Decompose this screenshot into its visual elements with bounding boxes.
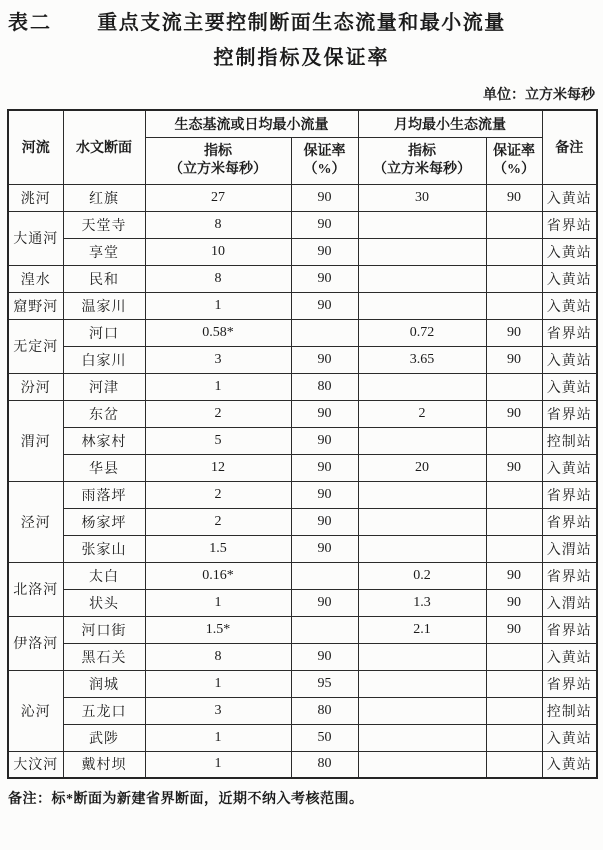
- table-row: [8, 562, 597, 589]
- col-header-base-rate: [291, 137, 358, 184]
- remark-cell: 入黄站: [542, 724, 597, 751]
- remark-cell: 省界站: [542, 481, 597, 508]
- base-rate-cell: 80: [291, 697, 358, 724]
- remark-cell: 省界站: [542, 670, 597, 697]
- rate-unit-label: （%）: [493, 161, 535, 177]
- col-header-river: 河流: [8, 110, 63, 184]
- base-flow-cell: 8: [145, 211, 291, 238]
- indicator-unit-label: （立方米每秒）: [169, 161, 267, 177]
- section-cell: 雨落坪: [63, 481, 145, 508]
- base-flow-cell: 3: [145, 346, 291, 373]
- remark-cell: 入黄站: [542, 292, 597, 319]
- monthly-flow-cell: [358, 697, 486, 724]
- section-cell: 民和: [63, 265, 145, 292]
- monthly-flow-cell: [358, 724, 486, 751]
- section-cell: 林家村: [63, 427, 145, 454]
- base-rate-cell: [291, 616, 358, 643]
- base-rate-cell: [291, 319, 358, 346]
- section-cell: 天堂寺: [63, 211, 145, 238]
- remark-cell: 入渭站: [542, 589, 597, 616]
- base-flow-cell: 1: [145, 292, 291, 319]
- base-rate-cell: 90: [291, 184, 358, 211]
- monthly-rate-cell: [486, 508, 542, 535]
- monthly-rate-cell: [486, 724, 542, 751]
- table-row: [8, 616, 597, 643]
- remark-cell: 入渭站: [542, 535, 597, 562]
- remark-cell: 省界站: [542, 562, 597, 589]
- base-flow-cell: 1: [145, 751, 291, 778]
- remark-cell: 入黄站: [542, 643, 597, 670]
- base-flow-cell: 8: [145, 265, 291, 292]
- remark-cell: 控制站: [542, 427, 597, 454]
- section-cell: 张家山: [63, 535, 145, 562]
- page-title: 重点支流主要控制断面生态流量和最小流量: [97, 12, 506, 34]
- col-header-base-indicator: [145, 137, 291, 184]
- section-cell: 状头: [63, 589, 145, 616]
- section-cell: 河口街: [63, 616, 145, 643]
- base-rate-cell: 90: [291, 400, 358, 427]
- monthly-rate-cell: [486, 427, 542, 454]
- monthly-rate-cell: [486, 373, 542, 400]
- table-row: [8, 697, 597, 724]
- indicator-label: 指标: [408, 144, 436, 159]
- monthly-rate-cell: 90: [486, 454, 542, 481]
- table-body: [8, 184, 597, 778]
- monthly-rate-cell: [486, 697, 542, 724]
- base-rate-cell: 90: [291, 265, 358, 292]
- table-row: [8, 751, 597, 778]
- monthly-rate-cell: 90: [486, 319, 542, 346]
- monthly-flow-cell: [358, 535, 486, 562]
- base-rate-cell: 90: [291, 454, 358, 481]
- monthly-rate-cell: [486, 211, 542, 238]
- monthly-rate-cell: [486, 643, 542, 670]
- monthly-flow-cell: [358, 751, 486, 778]
- monthly-flow-cell: [358, 373, 486, 400]
- base-flow-cell: 1.5*: [145, 616, 291, 643]
- monthly-rate-cell: [486, 481, 542, 508]
- base-flow-cell: 27: [145, 184, 291, 211]
- base-rate-cell: 90: [291, 535, 358, 562]
- base-flow-cell: 1: [145, 670, 291, 697]
- section-cell: 河口: [63, 319, 145, 346]
- monthly-flow-cell: [358, 670, 486, 697]
- section-cell: 润城: [63, 670, 145, 697]
- table-number: 表二: [8, 12, 52, 34]
- base-rate-cell: 90: [291, 211, 358, 238]
- remark-cell: 入黄站: [542, 238, 597, 265]
- monthly-rate-cell: 90: [486, 184, 542, 211]
- col-group-base-flow: 生态基流或日均最小流量: [145, 110, 358, 137]
- base-flow-cell: 1.5: [145, 535, 291, 562]
- river-cell: 泾河: [8, 481, 63, 562]
- section-cell: 戴村坝: [63, 751, 145, 778]
- table-row: [8, 292, 597, 319]
- monthly-rate-cell: 90: [486, 589, 542, 616]
- base-rate-cell: 90: [291, 292, 358, 319]
- monthly-flow-cell: 20: [358, 454, 486, 481]
- section-cell: 红旗: [63, 184, 145, 211]
- remark-cell: 入黄站: [542, 346, 597, 373]
- base-rate-cell: 90: [291, 643, 358, 670]
- table-row: [8, 427, 597, 454]
- base-rate-cell: 90: [291, 346, 358, 373]
- monthly-rate-cell: 90: [486, 346, 542, 373]
- table-row: [8, 724, 597, 751]
- river-cell: 伊洛河: [8, 616, 63, 670]
- section-cell: 太白: [63, 562, 145, 589]
- section-cell: 杨家坪: [63, 508, 145, 535]
- title-row: [7, 9, 596, 37]
- river-cell: 湟水: [8, 265, 63, 292]
- base-rate-cell: 90: [291, 589, 358, 616]
- base-flow-cell: 8: [145, 643, 291, 670]
- monthly-flow-cell: 1.3: [358, 589, 486, 616]
- table-row: [8, 238, 597, 265]
- remark-cell: 入黄站: [542, 454, 597, 481]
- footnote: 备注：标*断面为新建省界断面，近期不纳入考核范围。: [8, 792, 364, 807]
- base-flow-cell: 1: [145, 724, 291, 751]
- river-cell: 大通河: [8, 211, 63, 265]
- monthly-rate-cell: 90: [486, 562, 542, 589]
- remark-cell: 控制站: [542, 697, 597, 724]
- table-row: [8, 670, 597, 697]
- page-title-line2: 控制指标及保证率: [213, 47, 390, 69]
- base-rate-cell: 90: [291, 508, 358, 535]
- base-rate-cell: 90: [291, 481, 358, 508]
- monthly-rate-cell: [486, 238, 542, 265]
- section-cell: 五龙口: [63, 697, 145, 724]
- base-flow-cell: 5: [145, 427, 291, 454]
- base-flow-cell: 10: [145, 238, 291, 265]
- rate-label: 保证率: [303, 144, 346, 159]
- monthly-flow-cell: [358, 427, 486, 454]
- col-header-monthly-rate: [486, 137, 542, 184]
- monthly-flow-cell: 30: [358, 184, 486, 211]
- monthly-rate-cell: [486, 292, 542, 319]
- base-flow-cell: 2: [145, 508, 291, 535]
- remark-cell: 省界站: [542, 616, 597, 643]
- base-rate-cell: 90: [291, 427, 358, 454]
- remark-cell: 入黄站: [542, 184, 597, 211]
- remark-cell: 入黄站: [542, 373, 597, 400]
- remark-cell: 入黄站: [542, 265, 597, 292]
- table-row: [8, 643, 597, 670]
- table-row: [8, 481, 597, 508]
- monthly-flow-cell: [358, 211, 486, 238]
- base-rate-cell: 80: [291, 373, 358, 400]
- base-rate-cell: 90: [291, 238, 358, 265]
- indicator-label: 指标: [204, 144, 232, 159]
- remark-cell: 入黄站: [542, 751, 597, 778]
- monthly-rate-cell: 90: [486, 400, 542, 427]
- river-cell: 沁河: [8, 670, 63, 751]
- table-row: [8, 508, 597, 535]
- monthly-rate-cell: 90: [486, 616, 542, 643]
- base-flow-cell: 0.58*: [145, 319, 291, 346]
- river-cell: 北洛河: [8, 562, 63, 616]
- monthly-flow-cell: [358, 265, 486, 292]
- monthly-flow-cell: 3.65: [358, 346, 486, 373]
- col-group-monthly-flow: 月均最小生态流量: [358, 110, 542, 137]
- base-flow-cell: 2: [145, 400, 291, 427]
- base-flow-cell: 1: [145, 373, 291, 400]
- base-rate-cell: 80: [291, 751, 358, 778]
- table-header: [8, 110, 597, 184]
- monthly-rate-cell: [486, 265, 542, 292]
- monthly-rate-cell: [486, 670, 542, 697]
- monthly-flow-cell: [358, 508, 486, 535]
- table-row: [8, 589, 597, 616]
- col-header-section: 水文断面: [63, 110, 145, 184]
- section-cell: 享堂: [63, 238, 145, 265]
- indicator-unit-label: （立方米每秒）: [373, 161, 471, 177]
- base-flow-cell: 3: [145, 697, 291, 724]
- section-cell: 温家川: [63, 292, 145, 319]
- river-cell: 洮河: [8, 184, 63, 211]
- unit-note: 单位：立方米每秒: [483, 88, 595, 103]
- base-rate-cell: 95: [291, 670, 358, 697]
- river-cell: 窟野河: [8, 292, 63, 319]
- table-row: [8, 373, 597, 400]
- flow-control-table: [7, 109, 598, 779]
- table-row: [8, 184, 597, 211]
- table-row: [8, 535, 597, 562]
- section-cell: 武陟: [63, 724, 145, 751]
- monthly-flow-cell: 0.72: [358, 319, 486, 346]
- table-row: [8, 346, 597, 373]
- section-cell: 华县: [63, 454, 145, 481]
- base-rate-cell: [291, 562, 358, 589]
- base-flow-cell: 2: [145, 481, 291, 508]
- rate-unit-label: （%）: [303, 161, 346, 177]
- section-cell: 白家川: [63, 346, 145, 373]
- monthly-flow-cell: 2.1: [358, 616, 486, 643]
- river-cell: 大汶河: [8, 751, 63, 778]
- remark-cell: 省界站: [542, 400, 597, 427]
- monthly-flow-cell: [358, 643, 486, 670]
- base-rate-cell: 50: [291, 724, 358, 751]
- remark-cell: 省界站: [542, 319, 597, 346]
- river-cell: 渭河: [8, 400, 63, 481]
- remark-cell: 省界站: [542, 211, 597, 238]
- monthly-flow-cell: [358, 292, 486, 319]
- table-row: [8, 319, 597, 346]
- river-cell: 无定河: [8, 319, 63, 373]
- col-header-monthly-indicator: [358, 137, 486, 184]
- table-row: [8, 400, 597, 427]
- table-row: [8, 265, 597, 292]
- rate-label: 保证率: [493, 144, 535, 159]
- section-cell: 河津: [63, 373, 145, 400]
- section-cell: 黑石关: [63, 643, 145, 670]
- header-row-groups: [8, 110, 597, 137]
- monthly-flow-cell: [358, 481, 486, 508]
- river-cell: 汾河: [8, 373, 63, 400]
- monthly-flow-cell: 2: [358, 400, 486, 427]
- monthly-rate-cell: [486, 535, 542, 562]
- base-flow-cell: 1: [145, 589, 291, 616]
- table-row: [8, 454, 597, 481]
- base-flow-cell: 0.16*: [145, 562, 291, 589]
- col-header-remark: 备注: [542, 110, 597, 184]
- base-flow-cell: 12: [145, 454, 291, 481]
- remark-cell: 省界站: [542, 508, 597, 535]
- monthly-rate-cell: [486, 751, 542, 778]
- section-cell: 东岔: [63, 400, 145, 427]
- monthly-flow-cell: 0.2: [358, 562, 486, 589]
- monthly-flow-cell: [358, 238, 486, 265]
- table-row: [8, 211, 597, 238]
